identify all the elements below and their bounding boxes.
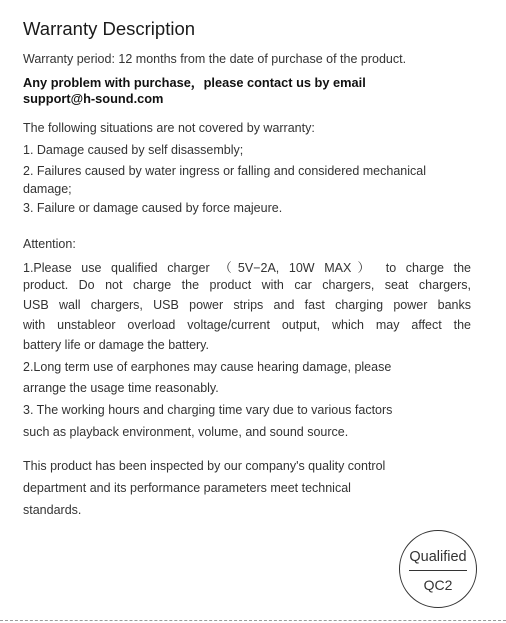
attention-line: 3. The working hours and charging time vary due to various factors bbox=[23, 403, 393, 417]
inspection-line: standards. bbox=[23, 503, 82, 517]
seal-divider bbox=[409, 570, 467, 571]
inspection-line: This product has been inspected by our company's quality control bbox=[23, 459, 386, 473]
page-title: Warranty Description bbox=[23, 18, 196, 39]
attention-line: with unstableor overload voltage/current output, which may affect the bbox=[23, 318, 471, 332]
attention-line: arrange the usage time reasonably. bbox=[23, 381, 219, 395]
attention-line: product. Do not charge the product with car chargers, seat chargers, bbox=[23, 278, 471, 292]
not-covered-item: 2. Failures caused by water ingress or falling and considered mechanical bbox=[23, 164, 426, 178]
attention-line: USB wall chargers, USB power strips and fast charging power banks bbox=[23, 298, 471, 312]
not-covered-item: 3. Failure or damage caused by force majeure. bbox=[23, 201, 283, 215]
contact-line: Any problem with purchase，please contact us by email bbox=[23, 75, 366, 90]
not-covered-item: damage; bbox=[23, 182, 72, 196]
attention-line: such as playback environment, volume, and sound source. bbox=[23, 425, 349, 439]
attention-line: battery life or damage the battery. bbox=[23, 338, 209, 352]
warranty-period: Warranty period: 12 months from the date of purchase of the product. bbox=[23, 52, 407, 66]
contact-email: support@h-sound.com bbox=[23, 91, 164, 106]
attention-line: 1.Please use qualified charger （5V−2A, 10W MAX） to charge the bbox=[23, 261, 471, 275]
qc-seal bbox=[399, 530, 477, 608]
page-edge-divider bbox=[0, 620, 506, 621]
not-covered-heading: The following situations are not covered by warranty: bbox=[23, 121, 315, 135]
seal-qc-code: QC2 bbox=[423, 577, 453, 593]
attention-heading: Attention: bbox=[23, 237, 76, 251]
seal-qualified-text: Qualified bbox=[409, 549, 467, 565]
attention-line: 2.Long term use of earphones may cause hearing damage, please bbox=[23, 360, 392, 374]
not-covered-item: 1. Damage caused by self disassembly; bbox=[23, 143, 244, 157]
inspection-line: department and its performance parameters meet technical bbox=[23, 481, 351, 495]
